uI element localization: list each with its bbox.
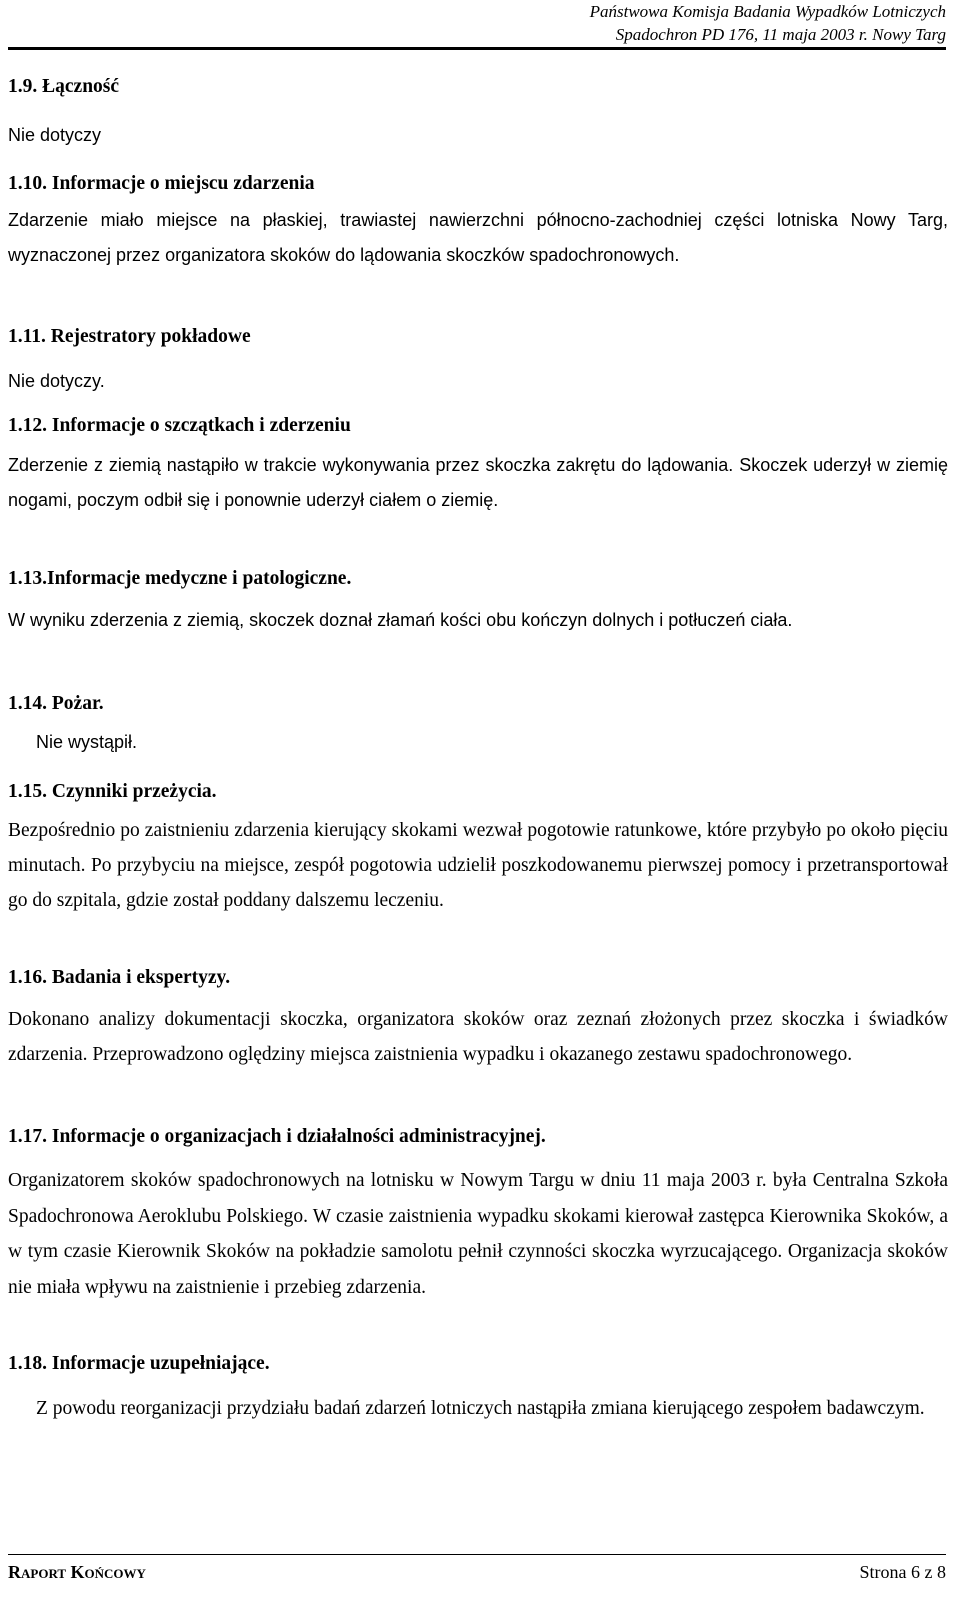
section-1-13-text: W wyniku zderzenia z ziemią, skoczek doznał złamań kości obu kończyn dolnych i potłuczeń ciała. bbox=[8, 610, 793, 630]
header-rule bbox=[8, 47, 946, 50]
section-1-10-text: Zdarzenie miało miejsce na płaskiej, trawiastej nawierzchni północno-zachodniej części lotniska Nowy Targ, wyznaczonej przez organizatora skoków do lądowania skoczków spadochronowych. bbox=[8, 210, 948, 265]
section-1-16-text: Dokonano analizy dokumentacji skoczka, organizatora skoków oraz zeznań złożonych przez skoczka i świadków zdarzenia. Przeprowadzono oględziny miejsca zaistnienia wypadku i okazanego zestawu spadochronowego. bbox=[8, 1009, 948, 1065]
section-1-15-title: 1.15. Czynniki przeżycia. bbox=[8, 781, 217, 802]
section-1-17-text: Organizatorem skoków spadochronowych na lotnisku w Nowym Targu w dniu 11 maja 2003 r. była Centralna Szkoła Spadochronowa Aeroklubu Polskiego. W czasie zaistnienia wypadku skokami kierował zastępca Kierownika Skoków, a w tym czasie Kierownik Skoków na pokładzie samolotu pełnił czynności skoczka wyrzucającego. Organizacja skoków nie miała wpływu na zaistnienie i przebieg zdarzenia. bbox=[8, 1170, 948, 1298]
section-1-16-title: 1.16. Badania i ekspertyzy. bbox=[8, 967, 231, 988]
section-1-15-text: Bezpośrednio po zaistnieniu zdarzenia kierujący skokami wezwał pogotowie ratunkowe, które przybyło po około pięciu minutach. Po przybyciu na miejsce, zespół pogotowia udzielił poszkodowanemu pierwszej pomocy i przetransportował go do szpitala, gdzie został poddany dalszemu leczeniu. bbox=[8, 820, 948, 911]
section-1-11-title: 1.11. Rejestratory pokładowe bbox=[8, 326, 251, 347]
section-1-13-title: 1.13.Informacje medyczne i patologiczne. bbox=[8, 568, 352, 589]
footer-page-number: Strona 6 z 8 bbox=[859, 1562, 946, 1582]
section-1-12-title: 1.12. Informacje o szczątkach i zderzeniu bbox=[8, 415, 351, 436]
footer-report-title: Raport Końcowy bbox=[8, 1562, 146, 1582]
section-1-18-title: 1.18. Informacje uzupełniające. bbox=[8, 1353, 270, 1374]
section-1-18-text: Z powodu reorganizacji przydziału badań zdarzeń lotniczych nastąpiła zmiana kierującego zespołem badawczym. bbox=[36, 1398, 925, 1419]
section-1-14-title: 1.14. Pożar. bbox=[8, 693, 104, 714]
section-1-9-text: Nie dotyczy bbox=[8, 125, 102, 145]
running-header bbox=[590, 0, 946, 46]
section-1-12-text: Zderzenie z ziemią nastąpiło w trakcie wykonywania przez skoczka zakrętu do lądowania. Skoczek uderzył w ziemię nogami, poczym odbił się i ponownie uderzył ciałem o ziemię. bbox=[8, 455, 948, 510]
section-1-11-text: Nie dotyczy. bbox=[8, 371, 105, 391]
section-1-17-title: 1.17. Informacje o organizacjach i działalności administracyjnej. bbox=[8, 1126, 546, 1147]
header-line-2: Spadochron PD 176, 11 maja 2003 r. Nowy Targ bbox=[615, 25, 946, 44]
section-1-10-title: 1.10. Informacje o miejscu zdarzenia bbox=[8, 173, 315, 194]
header-line-1: Państwowa Komisja Badania Wypadków Lotniczych bbox=[589, 2, 946, 21]
section-1-9-title: 1.9. Łączność bbox=[8, 76, 120, 97]
section-1-14-text: Nie wystąpił. bbox=[36, 732, 138, 752]
footer-rule bbox=[8, 1554, 946, 1555]
